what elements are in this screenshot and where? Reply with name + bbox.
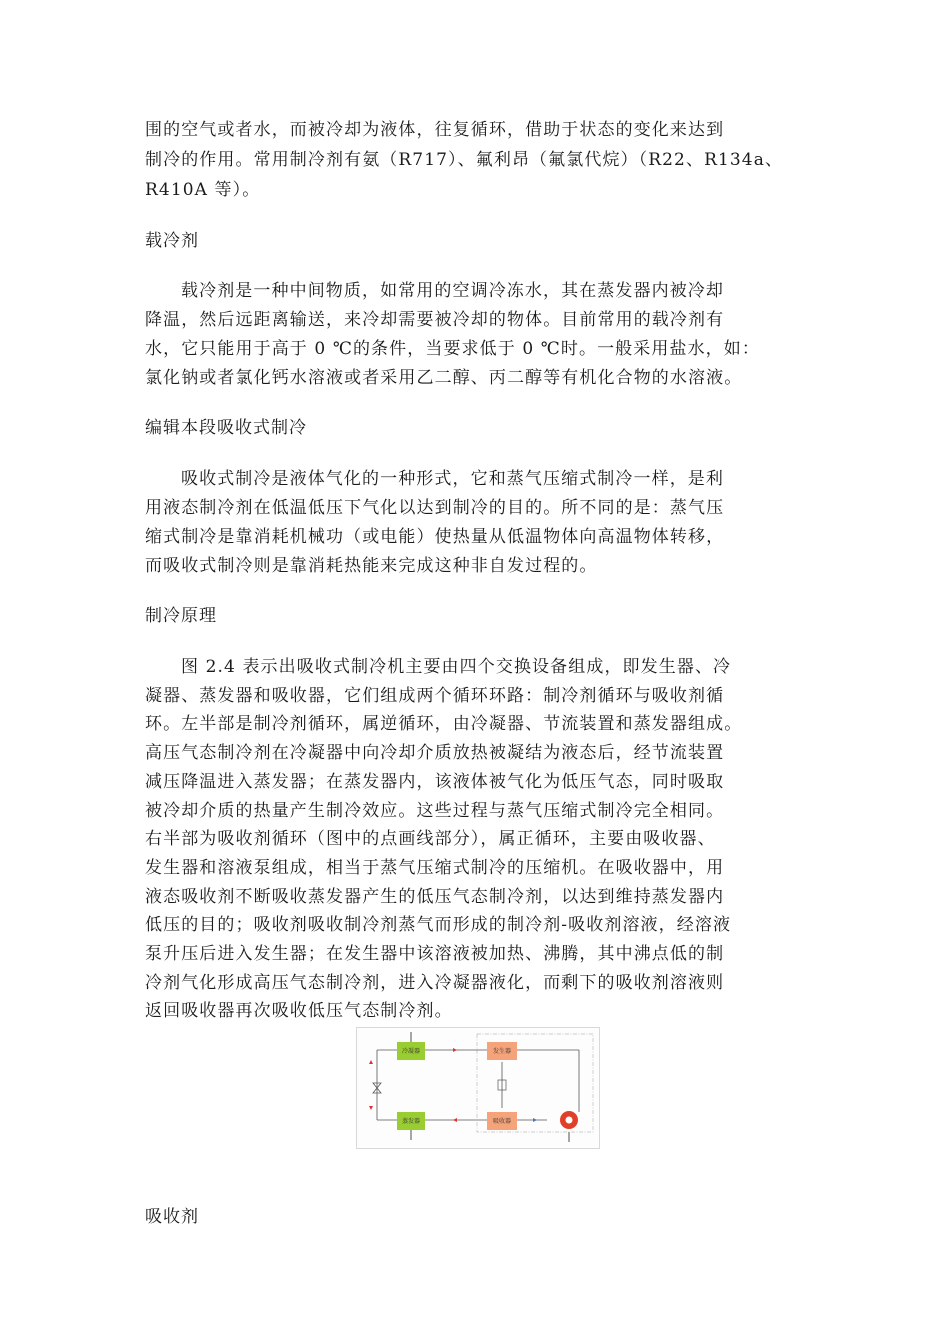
paragraph-line: 水，它只能用于高于 0 ℃的条件，当要求低于 0 ℃时。一般采用盐水，如： <box>145 339 760 359</box>
evaporator-label: 蒸发器 <box>401 1118 421 1125</box>
section-heading: 载冷剂 <box>145 231 199 251</box>
flow-arrow-icon <box>369 1060 373 1064</box>
paragraph-line: R410A 等）。 <box>145 180 261 200</box>
paragraph-line: 发生器和溶液泵组成，相当于蒸气压缩式制冷的压缩机。在吸收器中，用 <box>145 858 725 878</box>
flow-arrow-icon <box>453 1118 457 1122</box>
paragraph-line: 高压气态制冷剂在冷凝器中向冷却介质放热被凝结为液态后，经节流装置 <box>145 743 725 763</box>
section-heading: 编辑本段吸收式制冷 <box>145 418 307 438</box>
section-heading: 吸收剂 <box>145 1207 199 1227</box>
paragraph-line: 减压降温进入蒸发器；在蒸发器内，该液体被气化为低压气态，同时吸取 <box>145 772 725 792</box>
paragraph-line: 围的空气或者水，而被冷却为液体，往复循环，借助于状态的变化来达到 <box>145 120 725 140</box>
generator-label: 发生器 <box>492 1048 512 1055</box>
paragraph-line: 图 2.4 表示出吸收式制冷机主要由四个交换设备组成，即发生器、冷 <box>181 657 732 677</box>
cycle-diagram <box>357 1028 599 1148</box>
paragraph-line: 环。左半部是制冷剂循环，属逆循环，由冷凝器、节流装置和蒸发器组成。 <box>145 714 743 734</box>
absorber-label: 吸收器 <box>492 1118 512 1125</box>
paragraph-line: 降温，然后远距离输送，来冷却需要被冷却的物体。目前常用的载冷剂有 <box>145 310 725 330</box>
paragraph-line: 被冷却介质的热量产生制冷效应。这些过程与蒸气压缩式制冷完全相同。 <box>145 801 725 821</box>
paragraph-line: 泵升压后进入发生器；在发生器中该溶液被加热、沸腾，其中沸点低的制 <box>145 944 725 964</box>
paragraph-line: 吸收式制冷是液体气化的一种形式，它和蒸气压缩式制冷一样，是利 <box>181 469 724 489</box>
paragraph-line: 制冷的作用。常用制冷剂有氨（R717）、氟利昂（氟氯代烷）（R22、R134a、 <box>145 150 784 170</box>
paragraph-line: 右半部为吸收剂循环（图中的点画线部分），属正循环，主要由吸收器、 <box>145 829 716 849</box>
paragraph-line: 返回吸收器再次吸收低压气态制冷剂。 <box>145 1001 453 1021</box>
flow-arrow-icon <box>369 1106 373 1110</box>
paragraph-line: 液态吸收剂不断吸收蒸发器产生的低压气态制冷剂，以达到维持蒸发器内 <box>145 887 725 907</box>
paragraph-line: 用液态制冷剂在低温低压下气化以达到制冷的目的。所不同的是：蒸气压 <box>145 498 725 518</box>
pump-impeller-icon <box>566 1117 573 1124</box>
flow-arrow-icon <box>533 1118 537 1122</box>
paragraph-line: 凝器、蒸发器和吸收器，它们组成两个循环环路：制冷剂循环与吸收剂循 <box>145 686 725 706</box>
absorption-cycle-figure <box>356 1027 600 1149</box>
paragraph-line: 低压的目的；吸收剂吸收制冷剂蒸气而形成的制冷剂-吸收剂溶液，经溶液 <box>145 915 732 935</box>
flow-arrow-icon <box>453 1048 457 1052</box>
paragraph-line: 冷剂气化形成高压气态制冷剂，进入冷凝器液化，而剩下的吸收剂溶液则 <box>145 973 725 993</box>
condenser-label: 冷凝器 <box>401 1048 421 1055</box>
paragraph-line: 缩式制冷是靠消耗机械功（或电能）使热量从低温物体向高温物体转移， <box>145 527 725 547</box>
section-heading: 制冷原理 <box>145 606 217 626</box>
paragraph-line: 载冷剂是一种中间物质，如常用的空调冷冻水，其在蒸发器内被冷却 <box>181 281 724 301</box>
paragraph-line: 而吸收式制冷则是靠消耗热能来完成这种非自发过程的。 <box>145 556 598 576</box>
paragraph-line: 氯化钠或者氯化钙水溶液或者采用乙二醇、丙二醇等有机化合物的水溶液。 <box>145 368 743 388</box>
